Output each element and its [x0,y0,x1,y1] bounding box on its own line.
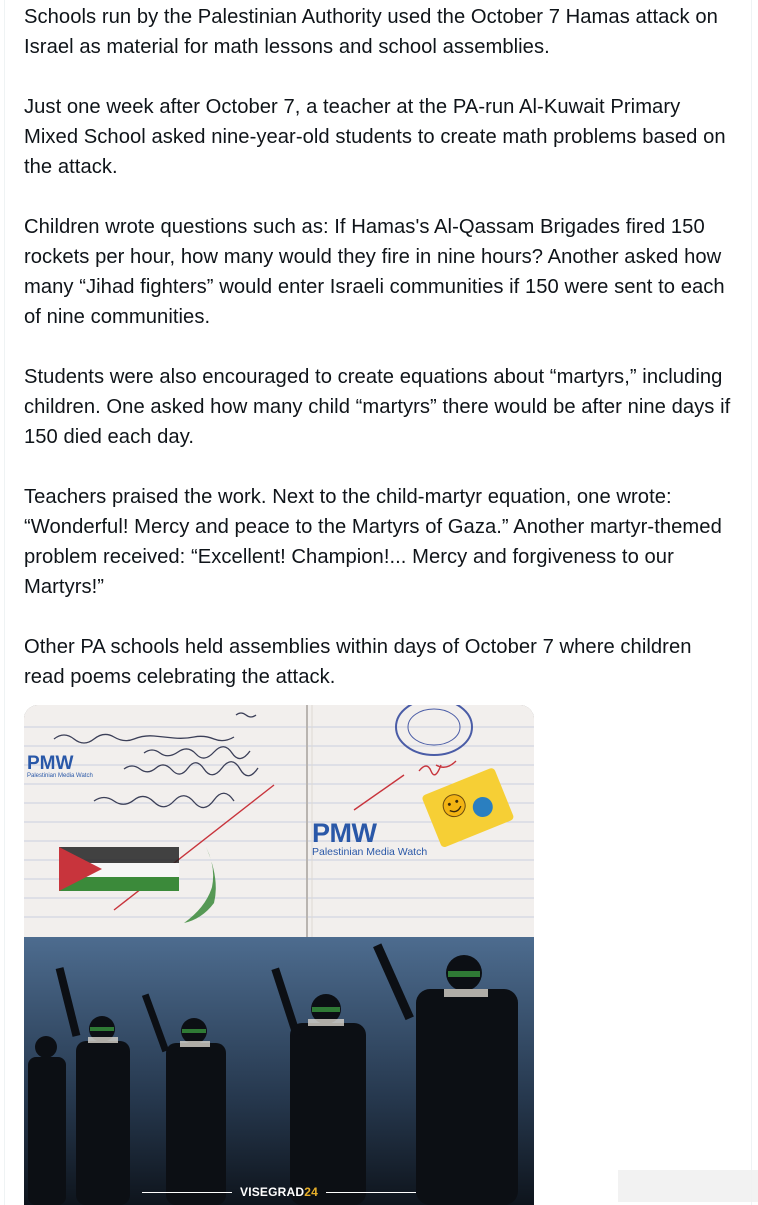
credit-rule-right [326,1192,416,1193]
corner-watermark [618,1170,758,1202]
credit-prefix: VISEGRAD [239,1185,305,1199]
pmw-watermark [312,818,427,858]
militants-photo-scene [24,937,534,1205]
credit-suffix: 24 [304,1185,319,1199]
pmw-logo: PMW [312,818,377,848]
notebook-drawing [24,705,534,937]
post-media[interactable] [24,705,534,1205]
post-paragraph-6: Other PA schools held assemblies within days of October 7 where children read poems celebrating the attack. [24,636,692,688]
militants-photo[interactable] [24,937,534,1205]
post-paragraph-3: Children wrote questions such as: If Hamas's Al-Qassam Brigades fired 150 rockets per hour, how many would they fire in nine hours? Another asked how many “Jihad fighters” would enter Israeli communities if 150 were sent to each of nine communities. [24,216,725,328]
pmw-subtitle-small: Palestinian Media Watch [27,773,93,779]
post-paragraph-5: Teachers praised the work. Next to the child-martyr equation, one wrote: “Wonderful! Mercy and peace to the Martyrs of Gaza.” Another martyr-themed problem received: “Excellent! Champion!... Mercy and forgiveness to our Martyrs!” [24,486,722,598]
post-paragraph-4: Students were also encouraged to create equations about “martyrs,” including children. One asked how many child “martyrs” there would be after nine days if 150 died each day. [24,366,731,448]
post-paragraph-2: Just one week after October 7, a teacher at the PA-run Al-Kuwait Primary Mixed School asked nine-year-old students to create math problems based on the attack. [24,96,726,178]
pmw-logo-small: PMW [27,753,74,774]
credit-rule-left [142,1192,232,1193]
photo-credit [24,1185,534,1199]
pmw-subtitle: Palestinian Media Watch [312,846,428,858]
pmw-watermark-small [27,753,93,779]
notebook-image[interactable] [24,705,534,937]
post-paragraph-1: Schools run by the Palestinian Authority used the October 7 Hamas attack on Israel as material for math lessons and school assemblies. [24,6,718,58]
post-body [24,2,736,692]
